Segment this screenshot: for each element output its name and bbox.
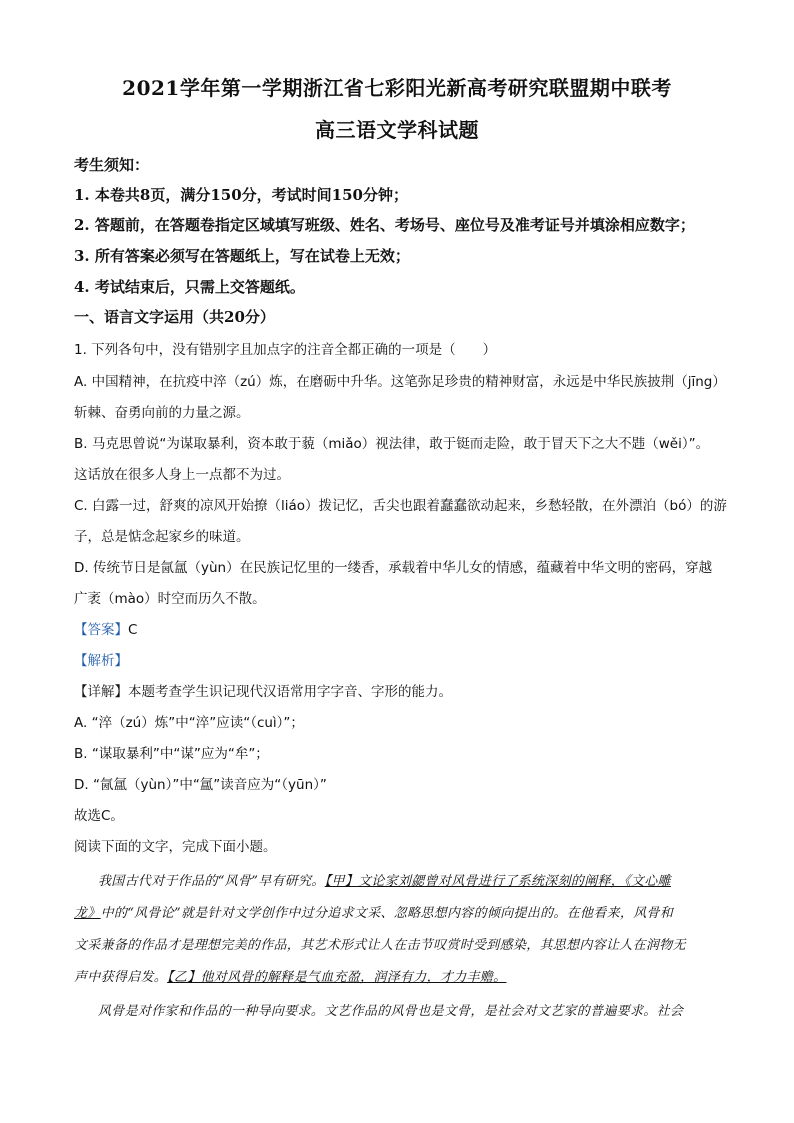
notice-heading: 考生须知： [74, 156, 150, 174]
point-d: D. “氤氲（yùn）”中“氲”读音应为“（yūn）” [74, 777, 327, 793]
passage-line-2 [74, 902, 722, 921]
passage-line-1-plain: 我国古代对于作品的“风骨”早有研究。 [98, 874, 325, 889]
point-a: A. “淬（zú）炼”中“淬”应读“（cuì）”； [74, 715, 304, 731]
detail-tag: 【详解】 [74, 684, 128, 700]
answer-tag: 【答案】 [74, 622, 128, 638]
passage-line-4-plain: 声中获得启发。 [74, 970, 168, 985]
notice-item-3: 3. 所有答案必须写在答题纸上，写在试卷上无效； [74, 247, 410, 265]
detail-line [74, 680, 452, 700]
document-title: 2021学年第一学期浙江省七彩阳光新高考研究联盟期中联考 [122, 76, 672, 100]
option-a-line-2: 斩棘、奋勇向前的力量之源。 [74, 405, 250, 421]
analysis-tag: 【解析】 [74, 653, 128, 669]
analysis-line [74, 649, 128, 669]
passage-line-4 [74, 966, 722, 985]
option-b-line-1: B. 马克思曾说“为谋取暴利，资本敢于藐（miǎo）视法律，敢于铤而走险，敢于冒天下之大不韪（wěi）”。 [74, 436, 710, 452]
document-subtitle: 高三语文学科试题 [315, 118, 479, 142]
answer-value: C [128, 622, 138, 638]
passage-line-4-underlined: 【乙】他对风骨的解释是气血充盈，润泽有力，才力丰赡。 [167, 970, 507, 985]
notice-item-2: 2. 答题前，在答题卷指定区域填写班级、姓名、考场号、座位号及准考证号并填涂相应数字； [74, 216, 695, 234]
option-a-line-1: A. 中国精神，在抗疫中淬（zú）炼，在磨砺中升华。这笔弥足珍贵的精神财富，永远是中华民族披荆（jīng） [74, 374, 726, 390]
passage-line-5: 风骨是对作家和作品的一种导向要求。文艺作品的风骨也是文骨，是社会对文艺家的普遍要求。社会 [98, 1004, 684, 1019]
detail-text: 本题考查学生识记现代汉语常用字字音、字形的能力。 [128, 684, 452, 700]
option-d-line-1: D. 传统节日是氤氲（yùn）在民族记忆里的一缕香，承载着中华儿女的情感，蕴藏着中华文明的密码，穿越 [74, 560, 713, 576]
passage-line-1-underlined: 【甲】文论家刘勰曾对风骨进行了系统深刻的阐释，《文心雕 [324, 874, 671, 889]
option-c-line-1: C. 白露一过，舒爽的凉风开始撩（liáo）拨记忆，舌尖也跟着蠢蠢欲动起来，乡愁轻散，在外漂泊（bó）的游 [74, 498, 727, 514]
passage-line-1 [74, 870, 722, 889]
section-heading: 一、语言文字运用（共20分） [74, 308, 275, 326]
question-stem: 1. 下列各句中，没有错别字且加点字的注音全都正确的一项是（ ） [74, 342, 497, 358]
conclusion: 故选C。 [74, 808, 124, 824]
answer-line [74, 618, 137, 638]
option-b-line-2: 这话放在很多人身上一点都不为过。 [74, 467, 290, 483]
reading-intro: 阅读下面的文字，完成下面小题。 [74, 839, 277, 855]
notice-item-4: 4. 考试结束后，只需上交答题纸。 [74, 278, 305, 296]
passage-line-2-underlined: 龙》 [74, 906, 101, 921]
option-c-line-2: 子，总是惦念起家乡的味道。 [74, 529, 250, 545]
point-b: B. “谋取暴利”中“谋”应为“牟”； [74, 746, 269, 762]
passage-line-3: 文采兼备的作品才是理想完美的作品，其艺术形式让人在击节叹赏时受到感染，其思想内容让人在润物无 [74, 938, 686, 953]
notice-item-1: 1. 本卷共8页，满分150分，考试时间150分钟； [74, 186, 408, 204]
passage-line-2-plain: 中的“风骨论”就是针对文学创作中过分追求文采、忽略思想内容的倾向提出的。在他看来，风骨和 [100, 906, 674, 921]
option-d-line-2: 广袤（mào）时空而历久不散。 [74, 591, 266, 607]
